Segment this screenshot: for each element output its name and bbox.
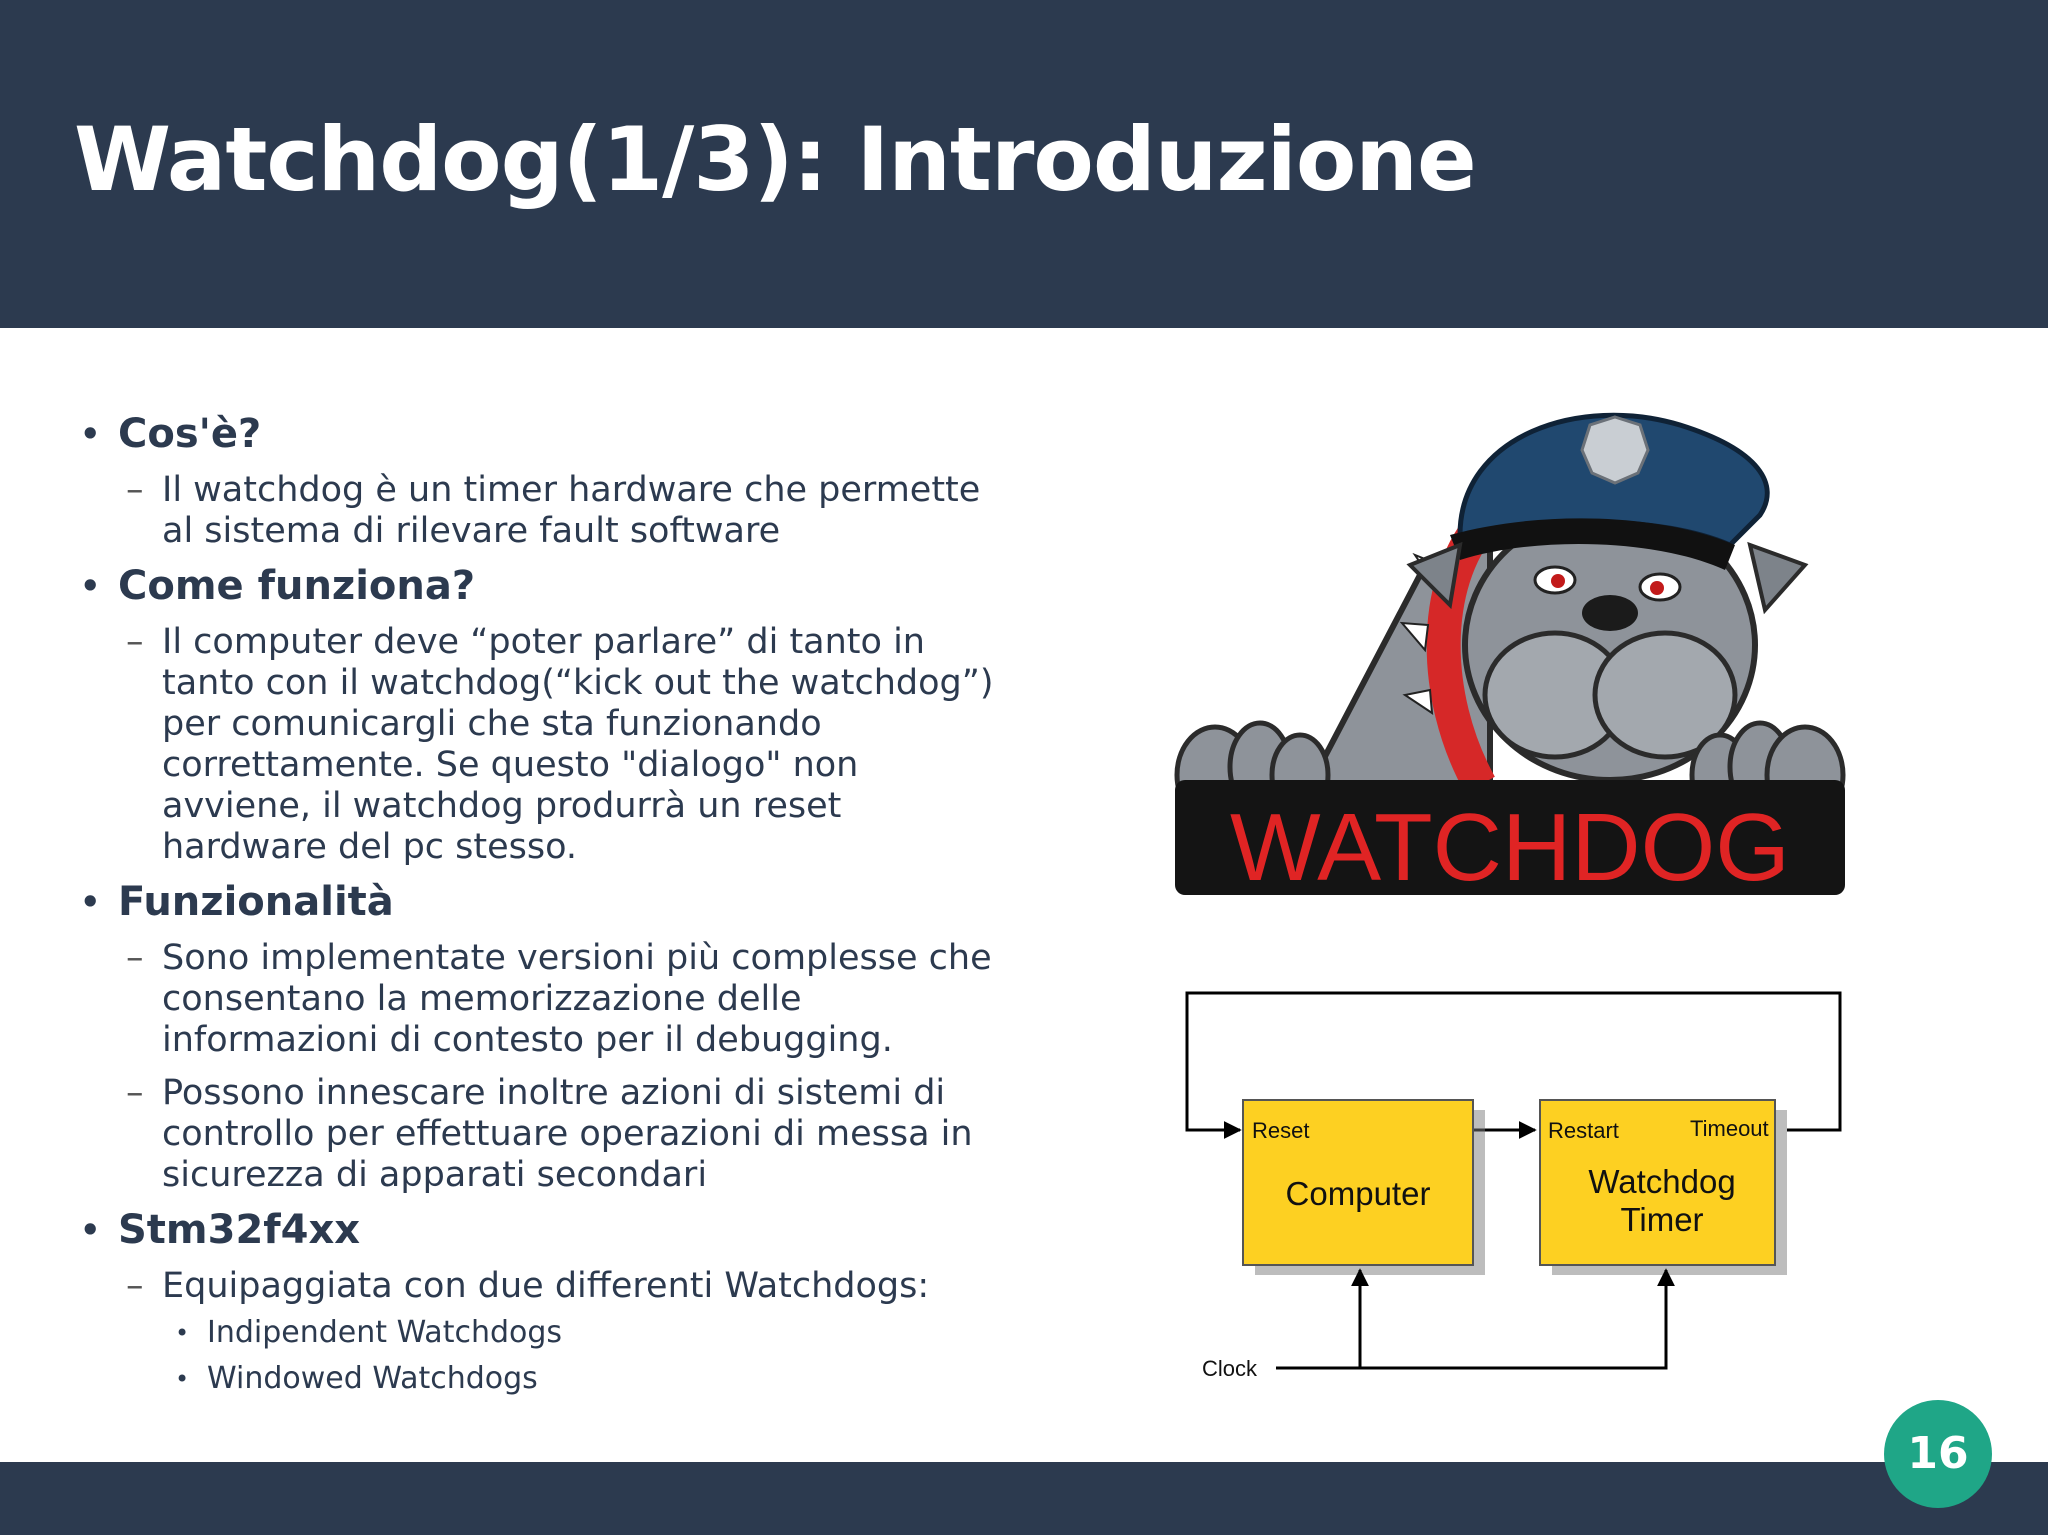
watchdog-label-line1: Watchdog (1588, 1163, 1736, 1200)
slide-title: Watchdog(1/3): Introduzione (74, 108, 1476, 211)
bullet-item: – Possono innescare inoltre azioni di sistemi di controllo per effettuare operazioni di messa in sicurezza di apparati secondari (80, 1073, 1010, 1196)
bullet-heading: • Funzionalità (80, 878, 1010, 926)
watchdog-label-line2: Timer (1620, 1201, 1704, 1238)
footer-bar (0, 1462, 2048, 1535)
clock-label: Clock (1202, 1356, 1258, 1381)
bullet-item: – Il watchdog è un timer hardware che permette al sistema di rilevare fault software (80, 470, 1010, 552)
bullet-heading: • Come funziona? (80, 562, 1010, 610)
reset-label: Reset (1252, 1118, 1310, 1143)
computer-label: Computer (1285, 1175, 1431, 1212)
page-number-badge: 16 (1884, 1400, 1992, 1508)
bullet-item: – Sono implementate versioni più complesse che consentano la memorizzazione delle informazioni di contesto per il debugging. (80, 938, 1010, 1061)
bullet-heading: • Stm32f4xx (80, 1206, 1010, 1254)
header-bar (0, 0, 2048, 328)
bullet-item: – Equipaggiata con due differenti Watchdogs: (80, 1266, 1010, 1307)
watchdog-logo (1160, 395, 1860, 905)
logo-text: WATCHDOG (1230, 794, 1790, 901)
sub-bullet-item: • Windowed Watchdogs (80, 1359, 1010, 1399)
sub-bullet-item: • Indipendent Watchdogs (80, 1313, 1010, 1353)
restart-label: Restart (1548, 1118, 1619, 1143)
timeout-label: Timeout (1690, 1116, 1769, 1141)
watchdog-diagram (1170, 975, 1850, 1395)
slide-content (80, 400, 1010, 1399)
bullet-heading: • Cos'è? (80, 410, 1010, 458)
bullet-item: – Il computer deve “poter parlare” di tanto in tanto con il watchdog(“kick out the watchdog”) per comunicargli che sta funzionando correttamente. Se questo "dialogo" non avviene, il watchdog produrrà un reset hardware del pc stesso. (80, 622, 1010, 868)
